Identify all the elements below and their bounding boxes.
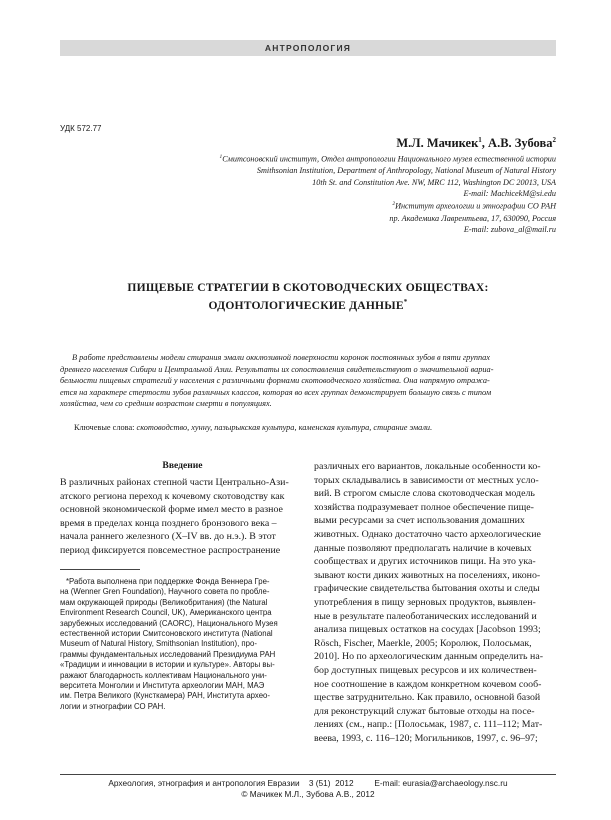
body-line: бор доступных пищевых ресурсов и их количествен-: [314, 664, 537, 676]
body-line: данные позволяют предполагать наличие в кочевых: [314, 542, 532, 554]
footer: [60, 778, 556, 800]
abstract: [60, 352, 556, 410]
right-column: [314, 460, 559, 745]
keywords-label: Ключевые слова:: [74, 423, 135, 432]
left-column: [60, 476, 305, 558]
body-line: для реконструкций служат бытовые отходы на посе-: [314, 705, 535, 717]
body-line: выми ресурсами за счет использования домашних: [314, 515, 525, 527]
body-line: основной экономической форме имел место в разное: [60, 504, 283, 516]
affiliation-1-address: 10th St. and Constitution Ave. NW, MRC 112, Washington DC 20013, USA: [312, 177, 556, 187]
footnote-line: логии и этнографии СО РАН.: [60, 701, 166, 711]
abstract-line: древнего населения Сибири и Центральной Азии. Результаты их сопоставления свидетельствуют о значительной вариа-: [60, 364, 494, 374]
footnote-line: граммы фундаментальных исследований Президиума РАН: [60, 649, 276, 659]
body-line: Rösch, Fischer, Maerkle, 2005; Королюк, Полосьмак,: [314, 637, 532, 649]
body-line: ные в результате палеоботанических исследований и: [314, 610, 537, 622]
title-line-2-text: ОДОНТОЛОГИЧЕСКИЕ ДАННЫЕ: [208, 298, 404, 312]
authors: [396, 136, 556, 151]
author-separator: ,: [481, 136, 489, 151]
body-line: время в пределах конца позднего бронзового века –: [60, 517, 277, 529]
title-line-2: [60, 295, 556, 313]
affiliation-mark-2: 2: [392, 201, 396, 208]
footnote-line: «Традиции и инновации в истории и культуре». Авторы вы-: [60, 660, 275, 670]
footer-journal: Археология, этнография и антропология Евразии 3 (51) 2012 E-mail: eurasia@archaeology.nsc.ru: [108, 778, 508, 788]
body-line: сообществах и других источников пищи. На это ука-: [314, 556, 536, 568]
body-line: 2010]. Но по археологическим данным определить на-: [314, 651, 543, 663]
body-line: ное соотношение в каждом конкретном кочевом сооб-: [314, 678, 542, 690]
abstract-line: ется на характере стертости зубов различных классов, которая во всех группах демонстрирует большую связь с типом: [60, 387, 492, 397]
body-line: вий. В строгом смысле слова скотоводческая модель: [314, 488, 535, 500]
footer-copyright: © Мачикек М.Л., Зубова А.В., 2012: [241, 789, 375, 800]
footnote-line: *Работа выполнена при поддержке Фонда Веннера Гре-: [66, 577, 270, 586]
footer-divider: [60, 774, 556, 775]
abstract-line: бельности пищевых стратегий у населения с различными формами скотоводческого хозяйства. Она напрямую отража-: [60, 376, 490, 385]
footnote-line: на (Wenner Gren Foundation), Научного совета по пробле-: [60, 587, 270, 597]
keywords: [74, 422, 554, 433]
footnote-divider: [60, 569, 140, 570]
footnote-line: верситета Монголии и Института археологии МАН, МАЭ: [60, 681, 265, 691]
body-line: графические свидетельства бытования охоты и следы: [314, 583, 540, 595]
footnote: [60, 577, 305, 712]
body-line: зывают кости диких животных на поселениях, иконо-: [314, 569, 541, 581]
title-line-1: ПИЩЕВЫЕ СТРАТЕГИИ В СКОТОВОДЧЕСКИХ ОБЩЕСТВАХ:: [127, 281, 489, 294]
author-1: М.Л. Мачикек: [396, 136, 479, 151]
affiliation-mark-1: 1: [219, 154, 223, 160]
footnote-line: ражают благодарность коллективам Национального уни-: [60, 670, 267, 680]
body-line: ществе затруднительно. Как правило, основной базой: [314, 692, 541, 704]
body-line: начала раннего железного (X–IV вв. до н.э.). В этот: [60, 531, 276, 543]
body-line: употребления в пищу зерновых продуктов, выявлен-: [314, 596, 536, 608]
body-line: торых складывались в зависимости от местных усло-: [314, 474, 539, 486]
body-line: В различных районах степной части Центрально-Ази-: [60, 477, 289, 488]
intro-heading: Введение: [162, 460, 203, 471]
affiliation-1-ru: Смитсоновский институт, Отдел антропологии Национального музея естественной истории: [222, 154, 556, 164]
body-line: животных. Однако достаточно часто археологические: [314, 528, 541, 540]
affiliation-1-en: Smithsonian Institution, Department of Anthropology, National Museum of Natural History: [256, 166, 556, 176]
affiliations: [126, 152, 556, 235]
body-line: анализа пищевых остатков на сосудах [Jacobson 1993;: [314, 624, 541, 636]
author-1-mark: 1: [478, 136, 482, 144]
body-line: веева, 1993, с. 116–120; Могильников, 1997, с. 96–97;: [314, 732, 538, 744]
footnote-line: мам окружающей природы (Великобритания) (the Natural: [60, 597, 268, 607]
body-line: период фиксируется повсеместное распространение: [60, 544, 281, 556]
footnote-line: естественной истории Смитсоновского института (National: [60, 629, 273, 639]
body-line: атского региона переход к кочевому скотоводству как: [60, 490, 285, 502]
affiliation-line: [126, 152, 556, 165]
footnote-line: Museum of Natural History, Smithsonian Institution), про-: [60, 639, 257, 649]
affiliation-1-email: E-mail: MachicekM@si.edu: [463, 188, 556, 198]
affiliation-2-email: E-mail: zubova_al@mail.ru: [463, 224, 556, 234]
affiliation-2-ru: Институт археологии и этнографии СО РАН: [395, 202, 556, 212]
body-line: лениях (см., напр.: [Полосьмак, 1987, с. 111–112; Мат-: [314, 719, 543, 731]
footnote-line: Environment Research Council, UK), Американского центра: [60, 608, 272, 618]
author-2-mark: 2: [552, 136, 556, 144]
affiliation-2-address: пр. Академика Лаврентьева, 17, 630090, Россия: [389, 213, 556, 223]
keywords-text: скотоводство, хунну, пазырыкская культура, каменская культура, стирание эмали.: [136, 423, 433, 432]
footnote-line: им. Петра Великого (Кунсткамера) РАН, Института архео-: [60, 691, 270, 701]
article-title: [60, 280, 556, 313]
title-footnote-mark: *: [403, 298, 408, 306]
section-header: АНТРОПОЛОГИЯ: [60, 40, 556, 56]
abstract-line: В работе представлены модели стирания эмали окклюзивной поверхности коронок постоянных зубов в пяти группах: [72, 353, 490, 362]
abstract-line: хозяйства, чем со средним возрастом смерти в популяциях.: [60, 399, 272, 408]
udk-code: УДК 572.77: [60, 124, 102, 133]
affiliation-line: [126, 199, 556, 212]
footnote-line: зарубежных исследований (CAORC), Национального Музея: [60, 618, 278, 628]
body-line: хозяйства подразумевает полное обеспечение пище-: [314, 501, 534, 513]
body-line: различных его вариантов, локальные особенности ко-: [314, 461, 541, 472]
author-2: А.В. Зубова: [488, 136, 553, 151]
